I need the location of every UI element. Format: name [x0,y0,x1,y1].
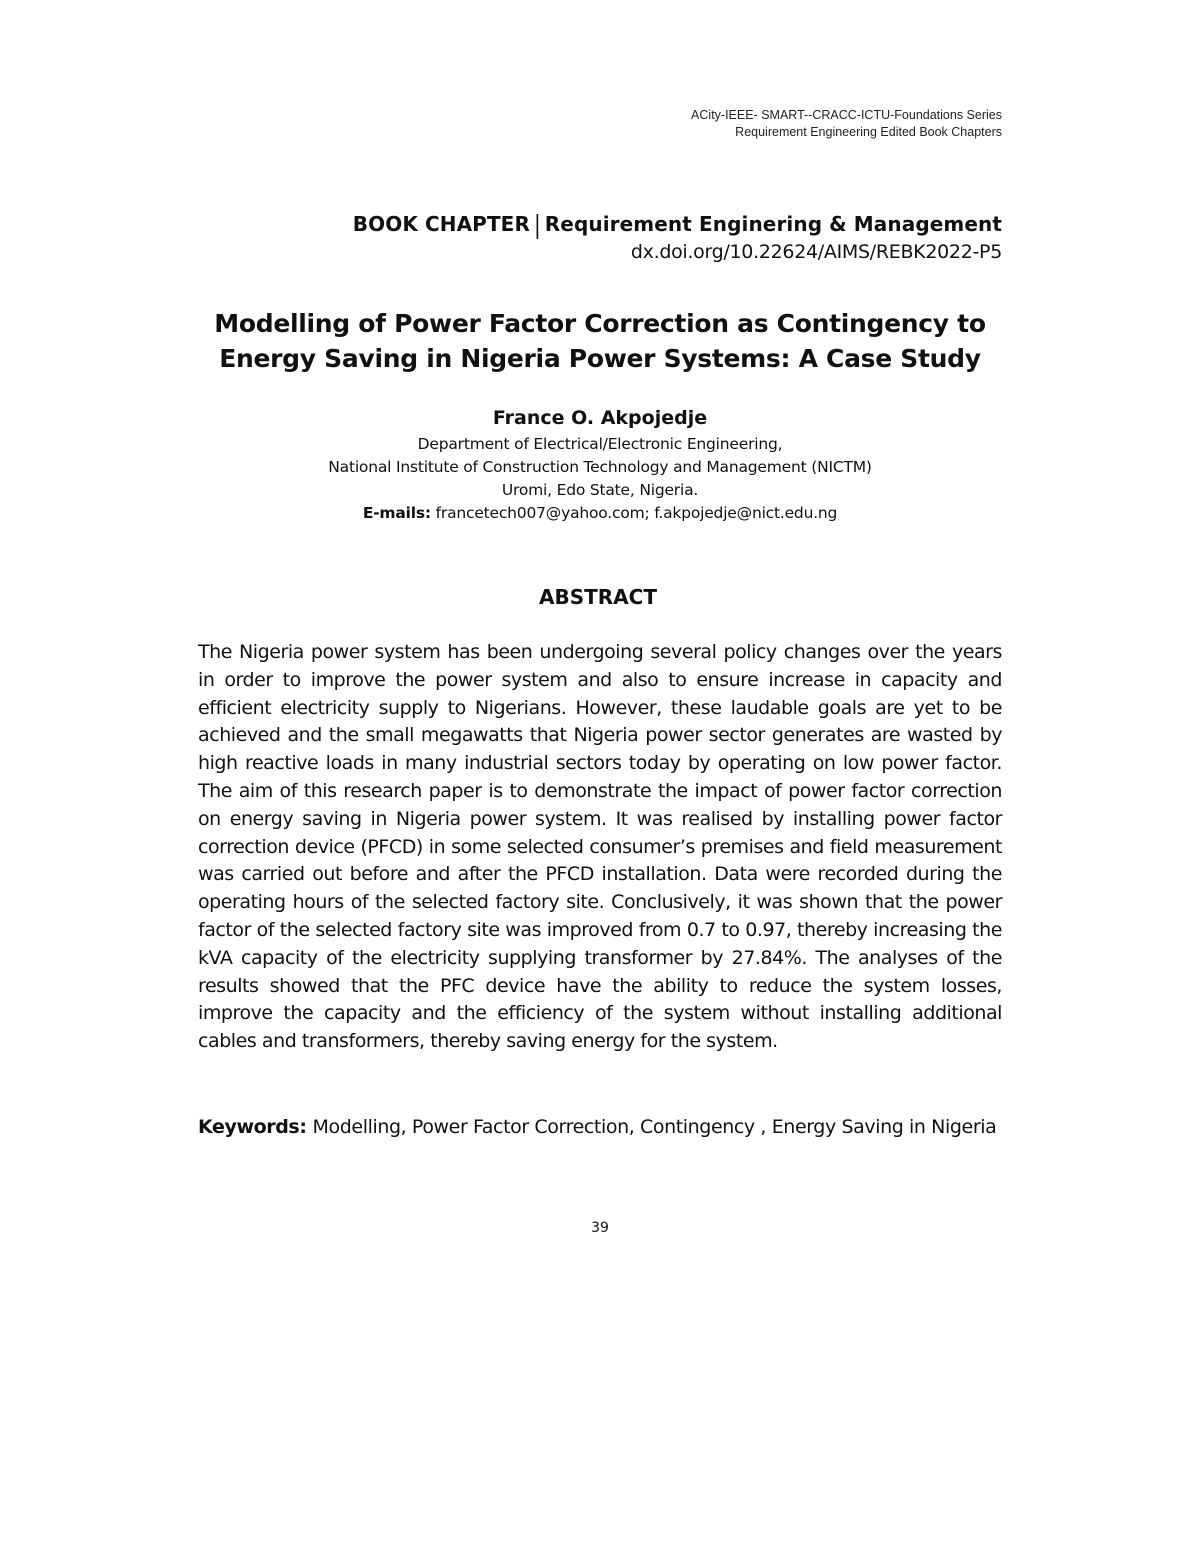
author-block [150,403,1050,525]
paper-title [150,306,1050,376]
abstract-text: The Nigeria power system has been undergoing several policy changes over the years in order to improve the power system and also to ensure increase in capacity and efficient electricity supply to Nigerians. However, these laudable goals are yet to be achieved and the small megawatts that Nigeria power sector generates are wasted by high reactive loads in many industrial sectors today by operating on low power factor. The aim of this research paper is to demonstrate the impact of power factor correction on energy saving in Nigeria power system. It was realised by installing power factor correction device (PFCD) in some selected consumer’s premises and field measurement was carried out before and after the PFCD installation. Data were recorded during the operating hours of the selected factory site. Conclusively, it was shown that the power factor of the selected factory site was improved from 0.7 to 0.97, thereby increasing the kVA capacity of the electricity supplying transformer by 27.84%. The analyses of the results showed that the PFC device have the ability to reduce the system losses, improve the capacity and the efficiency of the system without installing additional cables and transformers, thereby saving energy for the system. [198,641,1002,1053]
author-institute: National Institute of Construction Technology and Management (NICTM) [328,458,872,476]
author-name: France O. Akpojedje [492,407,708,429]
title-line2: Energy Saving in Nigeria Power Systems: A Case Study [219,344,981,373]
chapter-line [353,210,1002,238]
author-department: Department of Electrical/Electronic Engineering, [417,435,783,453]
series-header-line1: ACity-IEEE- SMART--CRACC-ICTU-Foundations Series [691,108,1002,122]
chapter-label: BOOK CHAPTER [352,212,530,236]
page-number: 39 [591,1220,609,1236]
title-line1: Modelling of Power Factor Correction as Contingency to [214,309,986,338]
emails-value[interactable]: francetech007@yahoo.com; f.akpojedje@nict.edu.ng [435,504,838,522]
emails-label: E-mails: [362,504,431,522]
series-header [691,107,1002,141]
chapter-block [353,210,1002,266]
keywords-text: Modelling, Power Factor Correction, Contingency , Energy Saving in Nigeria [312,1116,997,1138]
doi-link[interactable]: dx.doi.org/10.22624/AIMS/REBK2022-P5 [630,241,1002,263]
keywords [198,1113,1002,1141]
keywords-label: Keywords: [198,1116,307,1138]
author-emails-line [150,502,1050,525]
series-header-line2: Requirement Engineering Edited Book Chapters [735,125,1002,139]
author-location: Uromi, Edo State, Nigeria. [501,481,699,499]
chapter-separator: | [533,209,541,239]
abstract-heading: ABSTRACT [539,585,657,609]
chapter-topic: Requirement Enginering & Management [544,212,1002,236]
